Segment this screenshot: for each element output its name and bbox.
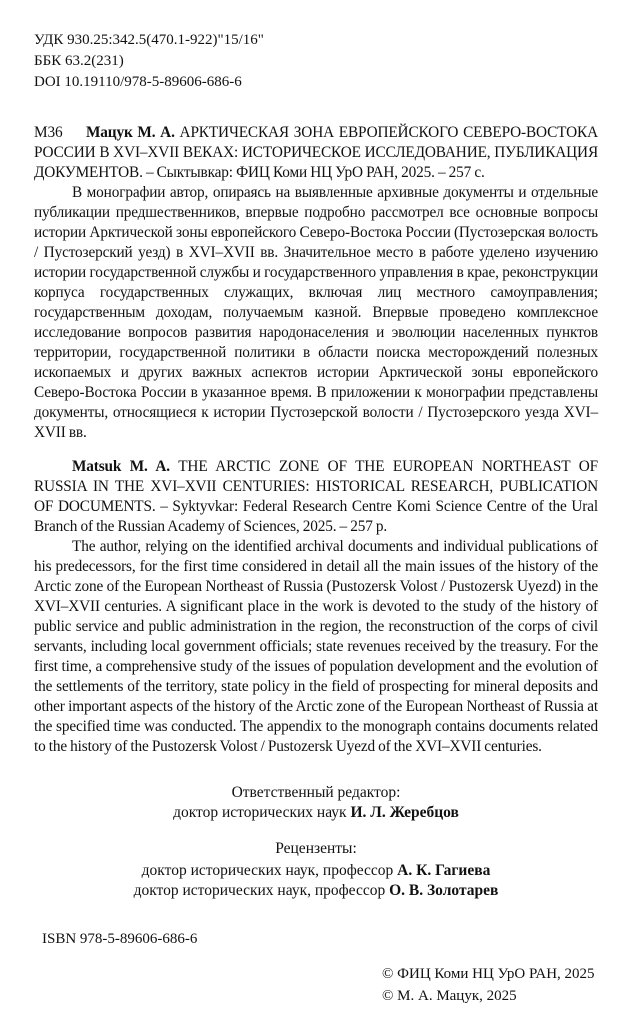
- editor-degree: доктор исторических наук: [173, 804, 351, 821]
- reviewer-degree: доктор исторических наук, профессор: [133, 882, 390, 899]
- editor-name: И. Л. Жеребцов: [350, 804, 459, 821]
- reviewer-line: [34, 881, 598, 901]
- english-bibliographic-record: [34, 457, 598, 757]
- russian-citation: [34, 123, 598, 183]
- reviewer-name: А. К. Гагиева: [397, 862, 491, 879]
- responsible-editor: [34, 783, 598, 823]
- reviewer-degree: доктор исторических наук, профессор: [141, 862, 398, 879]
- copyright-publisher: © ФИЦ Коми НЦ УрО РАН, 2025: [382, 966, 595, 982]
- bbk-code: ББК 63.2(231): [34, 53, 124, 69]
- russian-title: АРКТИЧЕСКАЯ ЗОНА ЕВРОПЕЙСКОГО СЕВЕРО-ВОСТОКА РОССИИ В XVI–XVII ВЕКАХ: ИСТОРИЧЕСКОЕ ИССЛЕДОВАНИЕ, ПУБЛИКАЦИЯ ДОКУМЕНТОВ. – Сыктывкар: ФИЦ Коми НЦ УрО РАН, 2025. – 257 с.: [34, 124, 598, 181]
- classification-codes: [34, 30, 598, 93]
- reviewers: [34, 839, 598, 901]
- author-sign: М36: [34, 124, 63, 141]
- russian-abstract: В монографии автор, опираясь на выявленные архивные документы и отдельные публикации предшественников, впервые подробно рассмотрел все основные вопросы истории Арктической зоны европейского Северо-Востока России (Пустозерская волость / Пустозерский уезд) в XVI–XVII вв. Значительное место в работе уделено изучению истории государственной службы и государственного управления в крае, реконструкции корпуса государственных служащих, включая лиц местного самоуправления; государственным доходам, получаемым казной. Впервые проведено комплексное исследование вопросов развития народонаселения и эволюции населенных пунктов территории, государственной политики в области поиска месторождений полезных ископаемых и других важных аспектов истории Арктической зоны европейского Северо-Востока России в указанное время. В приложении к монографии представлены документы, относящиеся к истории Пустозерской волости / Пустозерского уезда XVI–XVII вв.: [34, 184, 598, 441]
- doi-code: DOI 10.19110/978-5-89606-686-6: [34, 74, 242, 90]
- reviewer-name: О. В. Золотарев: [389, 882, 499, 899]
- english-title: THE ARCTIC ZONE OF THE EUROPEAN NORTHEAST OF RUSSIA IN THE XVI–XVII CENTURIES: HISTORICAL RESEARCH, PUBLICATION OF DOCUMENTS. – Syktyvkar: Federal Research Centre Komi Science Centre of the Ural Branch of the Russian Academy of Sciences, 2025. – 257 p.: [34, 458, 598, 535]
- russian-author: Мацук М. А.: [86, 124, 175, 141]
- russian-bibliographic-record: [34, 123, 598, 443]
- copyright-author: © М. А. Мацук, 2025: [382, 988, 517, 1004]
- reviewer-line: [34, 861, 598, 881]
- english-abstract: The author, relying on the identified archival documents and individual publications of his predecessors, for the first time considered in detail all the main issues of the history of the Arctic zone of the European Northeast of Russia (Pustozersk Volost / Pustozersk Uyezd) in the XVI–XVII centuries. A significant place in the work is devoted to the study of the history of public service and public administration in the region, the reconstruction of the corps of civil servants, including local government officials; state revenues received by the treasury. For the first time, a comprehensive study of the issues of population development and the evolution of the settlements of the territory, state policy in the field of prospecting for mineral deposits and other important aspects of the history of the Arctic zone of the European Northeast of Russia at the specified time was conducted. The appendix to the monograph contains documents related to the history of the Pustozersk Volost / Pustozersk Uyezd of the XVI–XVII centuries.: [34, 538, 598, 755]
- english-citation: [34, 457, 598, 537]
- isbn: ISBN 978-5-89606-686-6: [42, 931, 198, 947]
- editor-line: [34, 803, 598, 823]
- udk-code: УДК 930.25:342.5(470.1-922)"15/16": [34, 32, 264, 48]
- english-author: Matsuk M. A.: [72, 458, 170, 475]
- reviewers-heading: Рецензенты:: [275, 840, 357, 857]
- copyright-notices: [382, 963, 598, 1007]
- editor-heading: Ответственный редактор:: [231, 784, 401, 801]
